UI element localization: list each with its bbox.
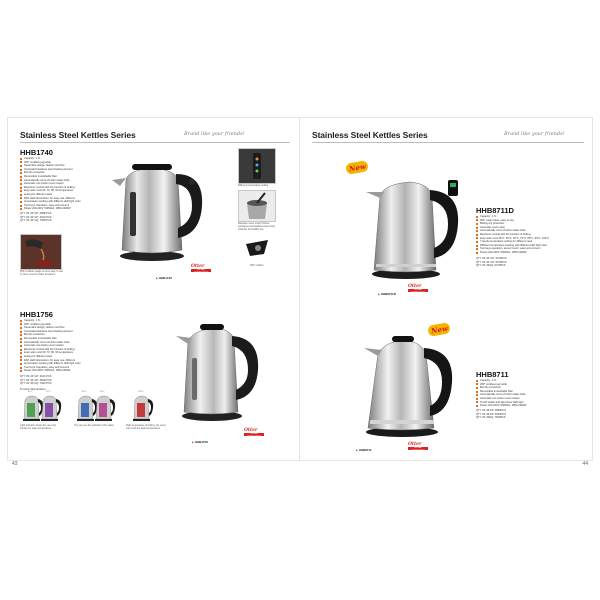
quantity-item: QTY OF 20' GP: 2088 PCS xyxy=(20,212,52,215)
left-page xyxy=(8,118,300,467)
quantity-item: QTY OF 40HQ: 7000PCS xyxy=(476,416,506,420)
feature-item: Boiling dry protection xyxy=(476,222,549,226)
feature-item: Concealed stainless steel heating element xyxy=(20,330,81,334)
quantity-item: QTY OF 40' GP: 4848 PCS xyxy=(20,378,52,382)
feature-item: Electronic control with the function of boiling, xyxy=(20,348,81,352)
quantity-item: QTY OF 40' HQ: 7920 PCS xyxy=(20,382,52,386)
product-model-hhb1756: HHB1756 xyxy=(20,310,53,319)
quantity-list-hhb8711d xyxy=(476,257,507,268)
title-rule-right xyxy=(312,142,584,143)
slogan: Brand like your friends! xyxy=(184,131,245,137)
feature-list-hhb1756 xyxy=(20,319,81,373)
feature-item: Concealed stainless steel heating element xyxy=(20,168,81,172)
inset-open-lid xyxy=(238,190,276,222)
quantity-item: QTY OF 40' HQ: 7008 PCS xyxy=(20,219,52,223)
otter-tag-4: OTTER THERMOSTAT xyxy=(408,447,428,450)
feature-item: 360° rotary base, easy to use xyxy=(476,219,549,223)
caption-cordless: With cordless usage is more easy to use to serve your hot water anywhere xyxy=(20,270,63,276)
control-panel-icon xyxy=(239,149,275,183)
feature-item: Boil dry protection xyxy=(476,386,526,390)
color-kettle-4 xyxy=(92,391,118,422)
feature-item: Automatic one button cover starter xyxy=(476,397,526,401)
kettle-hhb8711-image xyxy=(356,332,456,440)
quantity-item: QTY OF 40' GP: 5760PCS xyxy=(476,260,507,264)
color-temp-label: 80°C xyxy=(82,391,87,393)
feature-item: Automatic one button cover starter xyxy=(20,344,81,348)
product-code-hhb8711: ▶ HHB8711 xyxy=(356,448,372,452)
kettle-hhb1740-image xyxy=(112,152,208,264)
quantity-list-hhb8711 xyxy=(476,409,506,420)
feature-item: setting for different need xyxy=(20,193,81,197)
pouring-illustration xyxy=(21,235,61,269)
feature-item: Different temperature working with different LED light color xyxy=(476,244,549,248)
product-code-hhb1756: ▶ HHB1756 xyxy=(192,440,208,444)
color-kettle-icon xyxy=(130,394,154,422)
quantity-item: QTY OF 40' GP: 4320 PCS xyxy=(20,215,52,219)
color-temp-label: 60°C xyxy=(28,391,33,393)
quantity-list-hhb1740 xyxy=(20,212,52,223)
page-number-right: 44 xyxy=(582,461,588,467)
otter-wordmark-3: Otter xyxy=(408,284,422,289)
feature-item: 360° cordless jug kettle xyxy=(20,323,81,327)
new-badge-1 xyxy=(346,162,368,173)
color-illumination-heading: 5 Color Illumination xyxy=(20,387,46,391)
color-kettle-5 xyxy=(130,391,156,422)
quantity-item: QTY OF 40'GP: 6000PCS xyxy=(476,412,507,416)
feature-item: Power:220-240V, 50/60Hz, 1850-2200W xyxy=(20,369,81,373)
feature-item: Two keys operation, sensor touch, easy and convent xyxy=(476,247,549,251)
product-code-hhb8711d: ▶ HHB8711D xyxy=(378,292,396,296)
otter-tag-2: OTTER THERMOSTAT xyxy=(244,433,264,436)
feature-item: Automatically turns off when water boils xyxy=(476,229,549,233)
inset-control-panel xyxy=(238,148,276,184)
feature-item: Automatically turns off when water boils xyxy=(476,393,526,397)
color-temp-label: 70°C xyxy=(46,391,51,393)
caption-water-indicator: You can see the indicator of the water xyxy=(74,424,114,427)
feature-item: temperature working with different LED light color xyxy=(20,362,81,366)
feature-item: Electronic control with the function of boiling, xyxy=(20,186,81,190)
kettle-hhb1756-image xyxy=(172,318,264,424)
quantity-list-hhb1756 xyxy=(20,375,52,386)
otter-wordmark: Otter xyxy=(191,264,205,269)
feature-list-hhb8711d xyxy=(476,215,549,255)
feature-item: Capacity: 1.7L xyxy=(476,379,526,383)
color-temp-label: 100°C xyxy=(138,391,144,393)
color-kettle-icon xyxy=(38,394,62,422)
caption-inner-chamber: Stainless cover under Perfect, resistance and stainless steel inner chamber for healthy use xyxy=(238,222,276,231)
pouring-photo xyxy=(20,234,62,270)
feature-item: Streamline design, fashion and fine xyxy=(20,326,81,330)
feature-item: Capacity: 1.7L xyxy=(476,215,549,219)
feature-item: Removable & washable filter xyxy=(476,390,526,394)
caption-high-temperature: High temperature of boiling, the cover can resist the liquid temperature xyxy=(126,424,166,430)
series-title-right: Stainless Steel Kettles Series xyxy=(312,130,428,140)
feature-item: Two Keys Operation, easy and convent xyxy=(20,366,81,370)
title-rule xyxy=(20,142,290,143)
feature-item: Removable & washable filter xyxy=(20,175,81,179)
open-lid-kettle-icon xyxy=(239,191,275,221)
feature-item: 360° cordless jug kettle xyxy=(20,161,81,165)
otter-tag: OTTER THERMOSTAT xyxy=(191,269,211,272)
kettle-hhb8711d-image xyxy=(362,174,462,282)
feature-item: With LED illumination, for easy use, different xyxy=(20,197,81,201)
new-badge-text: New xyxy=(348,161,367,174)
product-model-hhb1740: HHB1740 xyxy=(20,148,53,157)
feature-item: With LED illumination, for easy use, different xyxy=(20,359,81,363)
caption-rotation: 360° rotation xyxy=(250,264,264,267)
feature-item: Removable & washable filter xyxy=(20,337,81,341)
otter-tag-3: OTTER THERMOSTAT xyxy=(408,289,428,292)
feature-item: Power:220-240V, 50/60Hz, 1850-2200W xyxy=(20,207,81,211)
rotation-base-image xyxy=(242,234,272,262)
slogan-right: Brand like your friends! xyxy=(504,131,565,137)
caption-temperature: Different temperature setting xyxy=(238,184,269,187)
feature-item: Two Keys Operation, easy and convent xyxy=(20,204,81,208)
feature-item: Boil dry protection xyxy=(20,171,81,175)
feature-list-hhb8711 xyxy=(476,379,526,408)
feature-item: 360° cordless jug kettle xyxy=(476,383,526,387)
feature-list-hhb1740 xyxy=(20,157,81,211)
quantity-item: QTY OF 20' GP: 2424 PCS xyxy=(20,375,52,378)
new-badge-text-2: New xyxy=(430,323,449,336)
color-kettle-2 xyxy=(38,391,64,422)
caption-light-indicator: Light indicator shows the user can choose for water temperature xyxy=(20,424,57,430)
color-temp-label: 90°C xyxy=(100,391,105,393)
catalog-spread xyxy=(8,118,592,467)
feature-item: Capacity: 1.7L xyxy=(20,157,81,161)
feature-item: setting for different need xyxy=(20,355,81,359)
feature-item: On/off switch and light show LED light xyxy=(476,401,526,405)
feature-item: Streamline design, fashion and fine xyxy=(20,164,81,168)
page-number-left: 43 xyxy=(12,461,18,467)
feature-item: keep warm and 40°C, 50°C, 60°C, 70°C, 80°C, 90°C, 100°C xyxy=(476,237,549,241)
feature-item: Automatically turns off when water boils xyxy=(20,179,81,183)
feature-item: Automatic one button cover starter xyxy=(20,182,81,186)
feature-item: Automatic cover open xyxy=(476,226,549,230)
feature-item: Power:220-240V, 50/60Hz, 1850-2200W xyxy=(476,404,526,408)
color-kettle-icon xyxy=(92,394,116,422)
feature-item: Power:220-240V, 50/60Hz, 1850-2200W xyxy=(476,251,549,255)
feature-item: Capacity: 1.7L xyxy=(20,319,81,323)
feature-item: 7 levels temperature setting for different need xyxy=(476,240,549,244)
feature-item: keep warm and 60, 70, 80, 90 temperature xyxy=(20,351,81,355)
series-title: Stainless Steel Kettles Series xyxy=(20,130,136,140)
feature-item: keep warm and 60, 70, 80, 90 temperature xyxy=(20,189,81,193)
quantity-item: QTY OF 20' GP: 2726PCS xyxy=(476,257,507,260)
feature-item: Electronic control with the function of boiling, xyxy=(476,233,549,237)
product-model-hhb8711d: HHB8711D xyxy=(476,206,514,215)
product-model-hhb8711: HHB8711 xyxy=(476,370,509,379)
otter-wordmark-2: Otter xyxy=(244,428,258,433)
quantity-item: QTY OF 20'GP: 2890PCS xyxy=(476,409,507,412)
feature-item: Boil dry protection xyxy=(20,333,81,337)
feature-item: Automatically turns off when water boils xyxy=(20,341,81,345)
product-code-hhb1740: ▶ HHB1740 xyxy=(156,276,172,280)
quantity-item: QTY OF 40HQ: 6720PCS xyxy=(476,264,506,268)
otter-wordmark-4: Otter xyxy=(408,442,422,447)
right-page xyxy=(300,118,592,467)
feature-item: temperature working with different LED light color xyxy=(20,200,81,204)
